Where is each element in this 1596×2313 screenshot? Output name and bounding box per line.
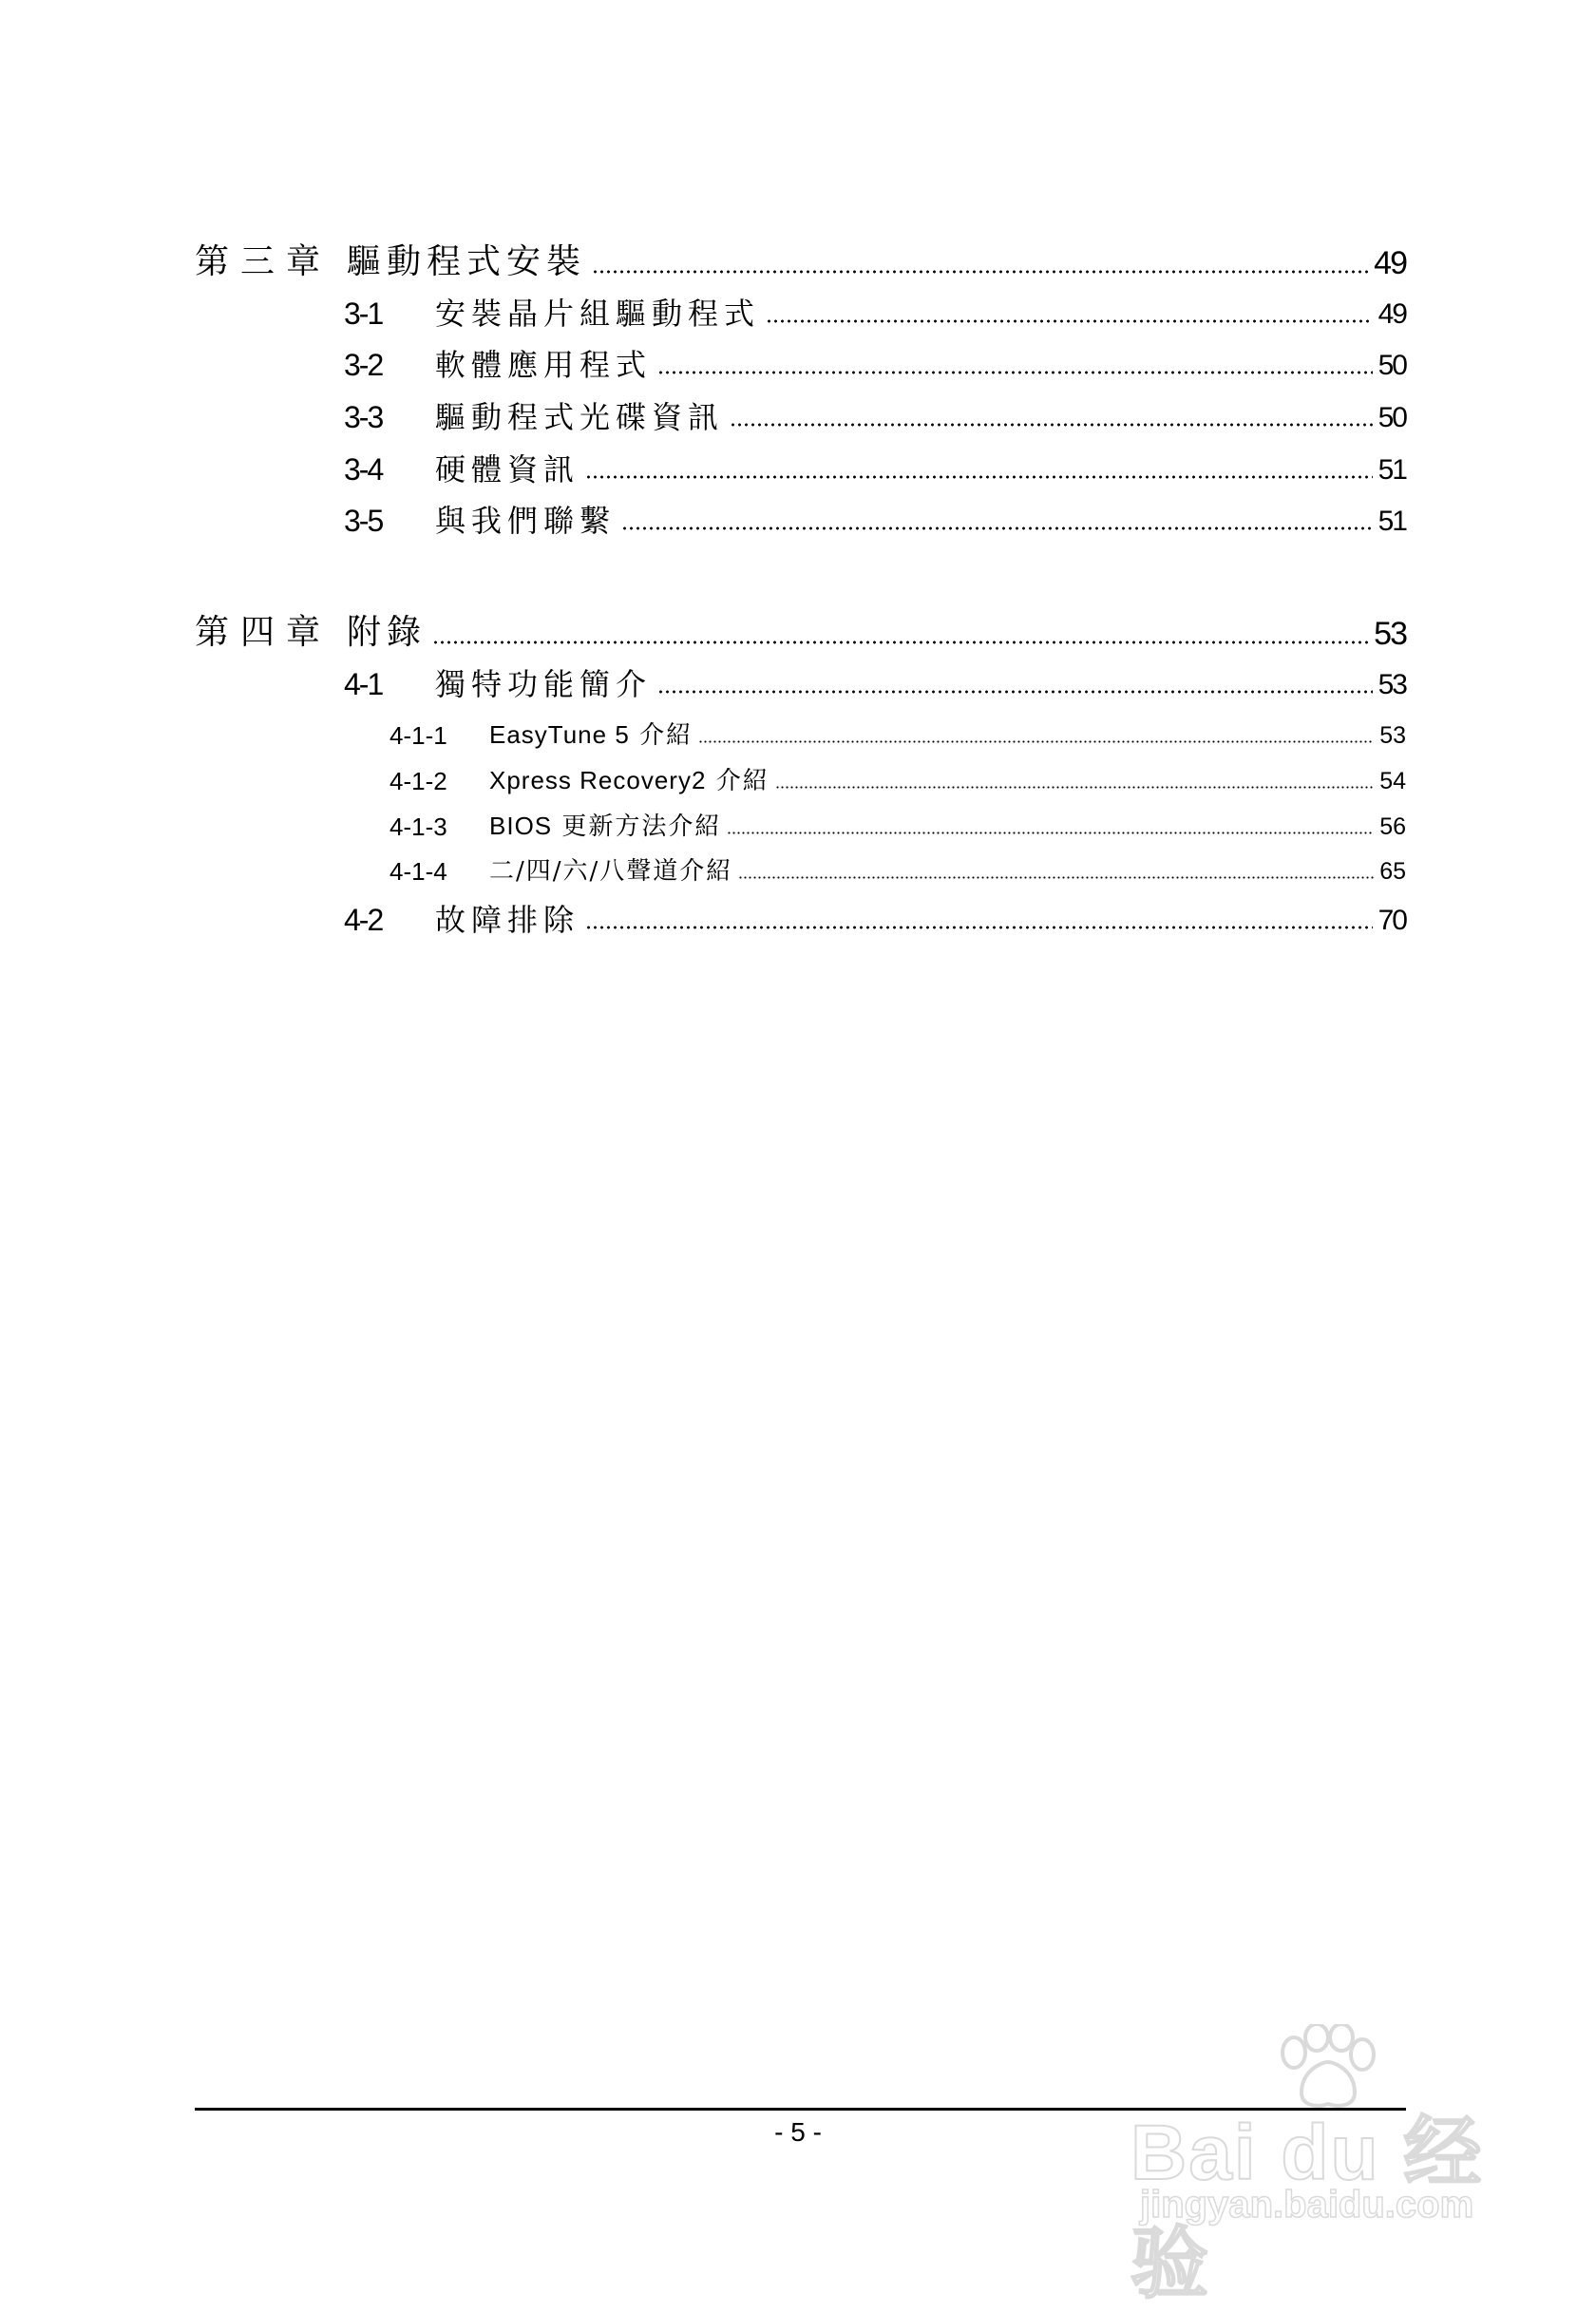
toc-section-3-2[interactable] xyxy=(344,347,1406,383)
dot-leader xyxy=(432,640,1368,644)
subsection-title-zh: 介紹 xyxy=(715,767,770,795)
dot-leader xyxy=(657,690,1373,694)
dot-leader xyxy=(738,876,1374,879)
subsection-title xyxy=(489,722,693,748)
subsection-title-zh: 二/四/六/八聲道介紹 xyxy=(489,857,733,886)
section-number: 4-2 xyxy=(344,903,383,937)
section-title: 獨特功能簡介 xyxy=(435,666,653,702)
page-number: 49 xyxy=(1374,245,1406,281)
chapter-title: 附錄 xyxy=(347,613,428,652)
section-title: 軟體應用程式 xyxy=(435,347,653,383)
subsection-number: 4-1-3 xyxy=(390,812,447,841)
chapter-title: 驅動程式安裝 xyxy=(347,242,587,281)
subsection-number: 4-1-2 xyxy=(390,767,447,795)
subsection-title-en: Xpress Recovery2 xyxy=(489,766,707,794)
toc-section-3-1[interactable] xyxy=(344,296,1406,332)
toc-section-3-4[interactable] xyxy=(344,451,1406,487)
section-number: 4-1 xyxy=(344,667,383,701)
subsection-title-en: EasyTune 5 xyxy=(489,720,630,749)
section-number: 3-2 xyxy=(344,348,383,382)
chapter-number: 第四章 xyxy=(195,613,332,652)
page-number: 54 xyxy=(1379,768,1406,794)
section-number: 3-3 xyxy=(344,400,383,434)
section-title: 故障排除 xyxy=(435,902,580,938)
toc-subsection-4-1-3[interactable] xyxy=(390,813,1406,839)
subsection-title xyxy=(489,768,770,793)
dot-leader xyxy=(727,832,1374,834)
page-number: 49 xyxy=(1378,298,1406,330)
section-title: 安裝晶片組驅動程式 xyxy=(435,296,761,332)
page-number: 51 xyxy=(1378,506,1406,537)
page-number: 65 xyxy=(1379,858,1406,885)
subsection-title xyxy=(489,813,721,839)
subsection-number: 4-1-4 xyxy=(390,857,447,886)
dot-leader xyxy=(775,786,1374,789)
page-number: 53 xyxy=(1379,722,1406,749)
subsection-number: 4-1-1 xyxy=(390,721,447,750)
subsection-title-zh: 介紹 xyxy=(639,721,694,750)
footer-page-number: - 5 - xyxy=(774,2117,822,2147)
watermark-url: jingyan.baidu.com xyxy=(1140,2184,1474,2226)
dot-leader xyxy=(766,319,1373,323)
page-number: 50 xyxy=(1378,402,1406,433)
toc-section-3-5[interactable] xyxy=(344,503,1406,539)
dot-leader xyxy=(730,423,1373,427)
watermark-brand: Bai du 经验 xyxy=(1130,2110,1484,2307)
baidu-watermark xyxy=(1130,2024,1510,2307)
section-number: 3-5 xyxy=(344,504,383,538)
section-title: 與我們聯繫 xyxy=(435,503,617,539)
toc-section-4-1[interactable] xyxy=(344,666,1406,702)
toc-section-4-2[interactable] xyxy=(344,902,1406,938)
toc-chapter-4[interactable] xyxy=(195,613,1406,652)
page-number: 70 xyxy=(1378,905,1406,936)
dot-leader xyxy=(585,475,1373,479)
toc-subsection-4-1-1[interactable] xyxy=(390,722,1406,748)
subsection-title-en: BIOS xyxy=(489,812,553,840)
chapter-number: 第三章 xyxy=(195,242,332,281)
subsection-title-zh: 更新方法介紹 xyxy=(561,812,722,841)
toc-section-3-3[interactable] xyxy=(344,399,1406,435)
section-number: 3-1 xyxy=(344,296,383,331)
dot-leader xyxy=(585,926,1373,929)
dot-leader xyxy=(657,371,1373,374)
dot-leader xyxy=(698,740,1374,743)
dot-leader xyxy=(592,270,1368,274)
dot-leader xyxy=(621,526,1373,530)
toc-subsection-4-1-4[interactable] xyxy=(390,859,1406,884)
page-number: 51 xyxy=(1378,454,1406,486)
toc-subsection-4-1-2[interactable] xyxy=(390,768,1406,793)
page-number: 56 xyxy=(1379,813,1406,840)
subsection-title xyxy=(489,859,732,884)
toc-chapter-3[interactable] xyxy=(195,242,1406,281)
page-number: 53 xyxy=(1374,616,1406,652)
section-number: 3-4 xyxy=(344,452,383,487)
section-title: 硬體資訊 xyxy=(435,451,580,487)
page-number: 50 xyxy=(1378,350,1406,381)
section-title: 驅動程式光碟資訊 xyxy=(435,399,725,435)
page-number: 53 xyxy=(1378,669,1406,700)
